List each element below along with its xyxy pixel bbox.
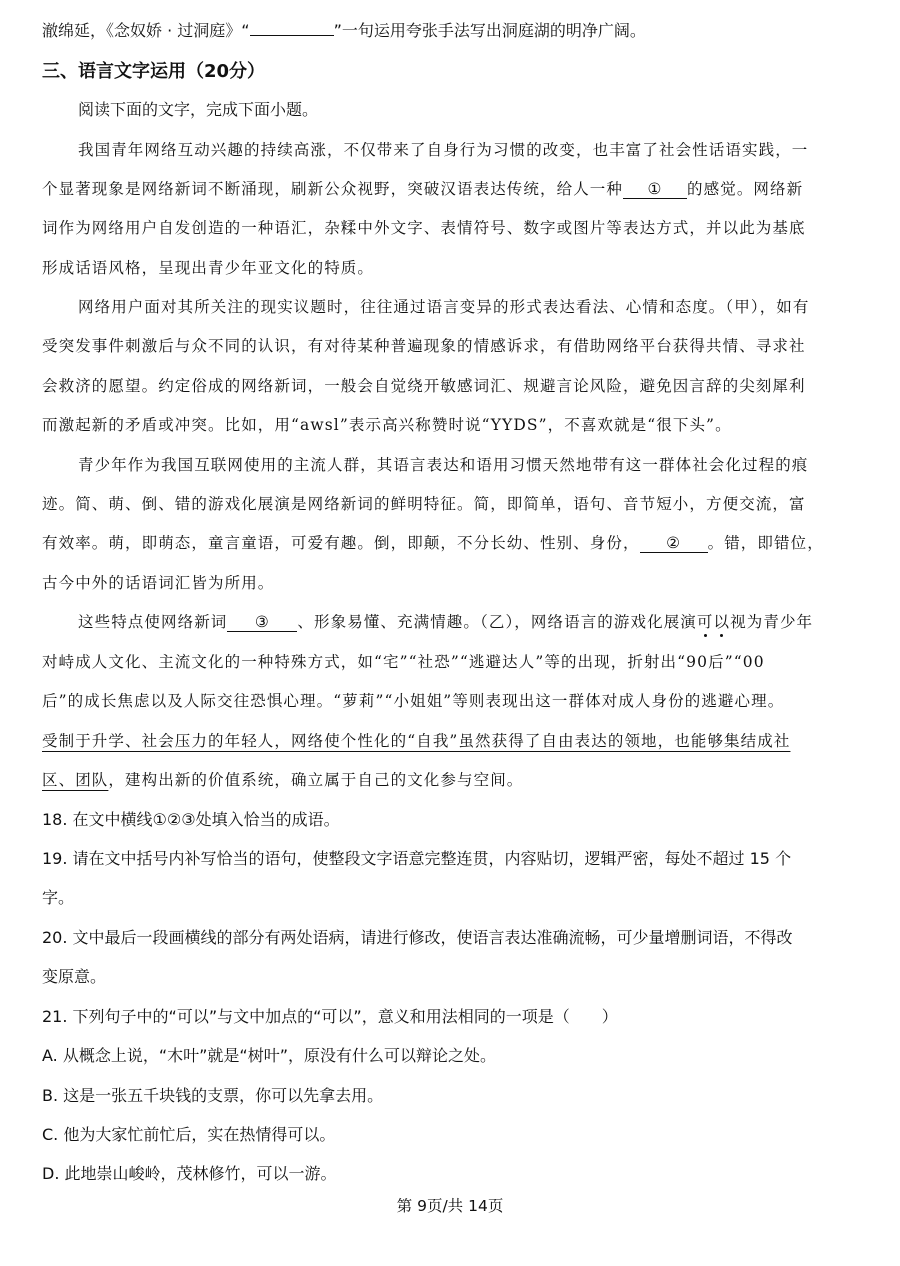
poem-answer-blank[interactable]	[250, 35, 334, 36]
reading-instruction: 阅读下面的文字，完成下面小题。	[78, 100, 319, 119]
poem-question-text-end: ”一句运用夸张手法写出洞庭湖的明净广阔。	[333, 21, 646, 40]
passage-line: 而激起新的矛盾或冲突。比如，用“awsl”表示高兴称赞时说“YYDS”，不喜欢就是“很下头”。	[42, 416, 732, 434]
blank-2[interactable]: ②	[640, 534, 708, 553]
passage-line: 会救济的愿望。约定俗成的网络新词，一般会自觉绕开敏感词汇、规避言论风险，避免因言辞的尖刻犀利	[42, 377, 806, 395]
poem-question-line	[42, 20, 862, 42]
passage-line: 对峙成人文化、主流文化的一种特殊方式，如“宅”“社恐”“逃避达人”等的出现，折射出“90后”“00	[42, 653, 765, 671]
option-c[interactable]: C. 他为大家忙前忙后，实在热情得可以。	[42, 1125, 336, 1144]
passage-line: 后”的成长焦虑以及人际交往恐惧心理。“萝莉”“小姐姐”等则表现出这一群体对成人身份的逃避心理。	[42, 692, 785, 710]
passage-line: 有效率。萌，即萌态，童言童语，可爱有趣。倒，即颠，不分长幼、性别、身份， ② 。错，即错位，	[42, 534, 824, 552]
emphasis-dot-char: 以	[713, 613, 731, 631]
passage-line: 形成话语风格，呈现出青少年亚文化的特质。	[42, 259, 375, 277]
blank-1[interactable]: ①	[623, 180, 687, 199]
passage-line: 青少年作为我国互联网使用的主流人群，其语言表达和语用习惯天然地带有这一群体社会化过程的痕	[78, 456, 809, 474]
question-21: 21. 下列句子中的“可以”与文中加点的“可以”，意义和用法相同的一项是（ ）	[42, 1007, 618, 1026]
question-18: 18. 在文中横线①②③处填入恰当的成语。	[42, 810, 340, 829]
question-19: 19. 请在文中括号内补写恰当的语句，使整段文字语意完整连贯，内容贴切，逻辑严密，每处不超过 15 个	[42, 849, 792, 868]
option-d[interactable]: D. 此地崇山峻岭，茂林修竹，可以一游。	[42, 1164, 337, 1183]
passage-line: 受突发事件刺激后与众不同的认识，有对待某种普遍现象的情感诉求，有借助网络平台获得共情、寻求社	[42, 337, 806, 355]
question-19-cont: 字。	[42, 888, 75, 907]
question-20-cont: 变原意。	[42, 967, 107, 986]
page-footer: 第 9页/共 14页	[396, 1197, 504, 1215]
passage-line: 网络用户面对其所关注的现实议题时，往往通过语言变异的形式表达看法、心情和态度。（甲），如有	[78, 298, 810, 316]
passage-line: 词作为网络用户自发创造的一种语汇，杂糅中外文字、表情符号、数字或图片等表达方式，并以此为基底	[42, 219, 806, 237]
passage-line: 这些特点使网络新词 ③ 、形象易懂、充满情趣。（乙），网络语言的游戏化展演可以视为青少年	[78, 613, 814, 631]
blank-3[interactable]: ③	[227, 613, 297, 632]
passage-line: 个显著现象是网络新词不断涌现，刷新公众视野，突破汉语表达传统，给人一种 ① 的感觉。网络新	[42, 180, 804, 198]
poem-question-text: 澈绵延，《念奴娇 · 过洞庭》“	[42, 21, 250, 40]
emphasis-dot-char: 可	[696, 613, 714, 631]
passage-line: 古今中外的话语词汇皆为所用。	[42, 574, 275, 592]
passage-line: 迹。简、萌、倒、错的游戏化展演是网络新词的鲜明特征。简，即简单，语句、音节短小，方便交流，富	[42, 495, 806, 513]
passage-line: 我国青年网络互动兴趣的持续高涨，不仅带来了自身行为习惯的改变，也丰富了社会性话语实践，一	[78, 141, 809, 159]
option-a[interactable]: A. 从概念上说，“木叶”就是“树叶”，原没有什么可以辩论之处。	[42, 1046, 496, 1065]
passage-line: 区、团队，建构出新的价值系统，确立属于自己的文化参与空间。	[42, 771, 524, 789]
underlined-passage-text: 区、团队	[42, 771, 109, 789]
section-heading: 三、语言文字运用（20分）	[42, 61, 266, 82]
underlined-passage-line: 受制于升学、社会压力的年轻人，网络使个性化的“自我”虽然获得了自由表达的领地，也能够集结成社	[42, 732, 791, 750]
option-b[interactable]: B. 这是一张五千块钱的支票，你可以先拿去用。	[42, 1086, 384, 1105]
question-20: 20. 文中最后一段画横线的部分有两处语病，请进行修改，使语言表达准确流畅，可少量增删词语，不得改	[42, 928, 793, 947]
